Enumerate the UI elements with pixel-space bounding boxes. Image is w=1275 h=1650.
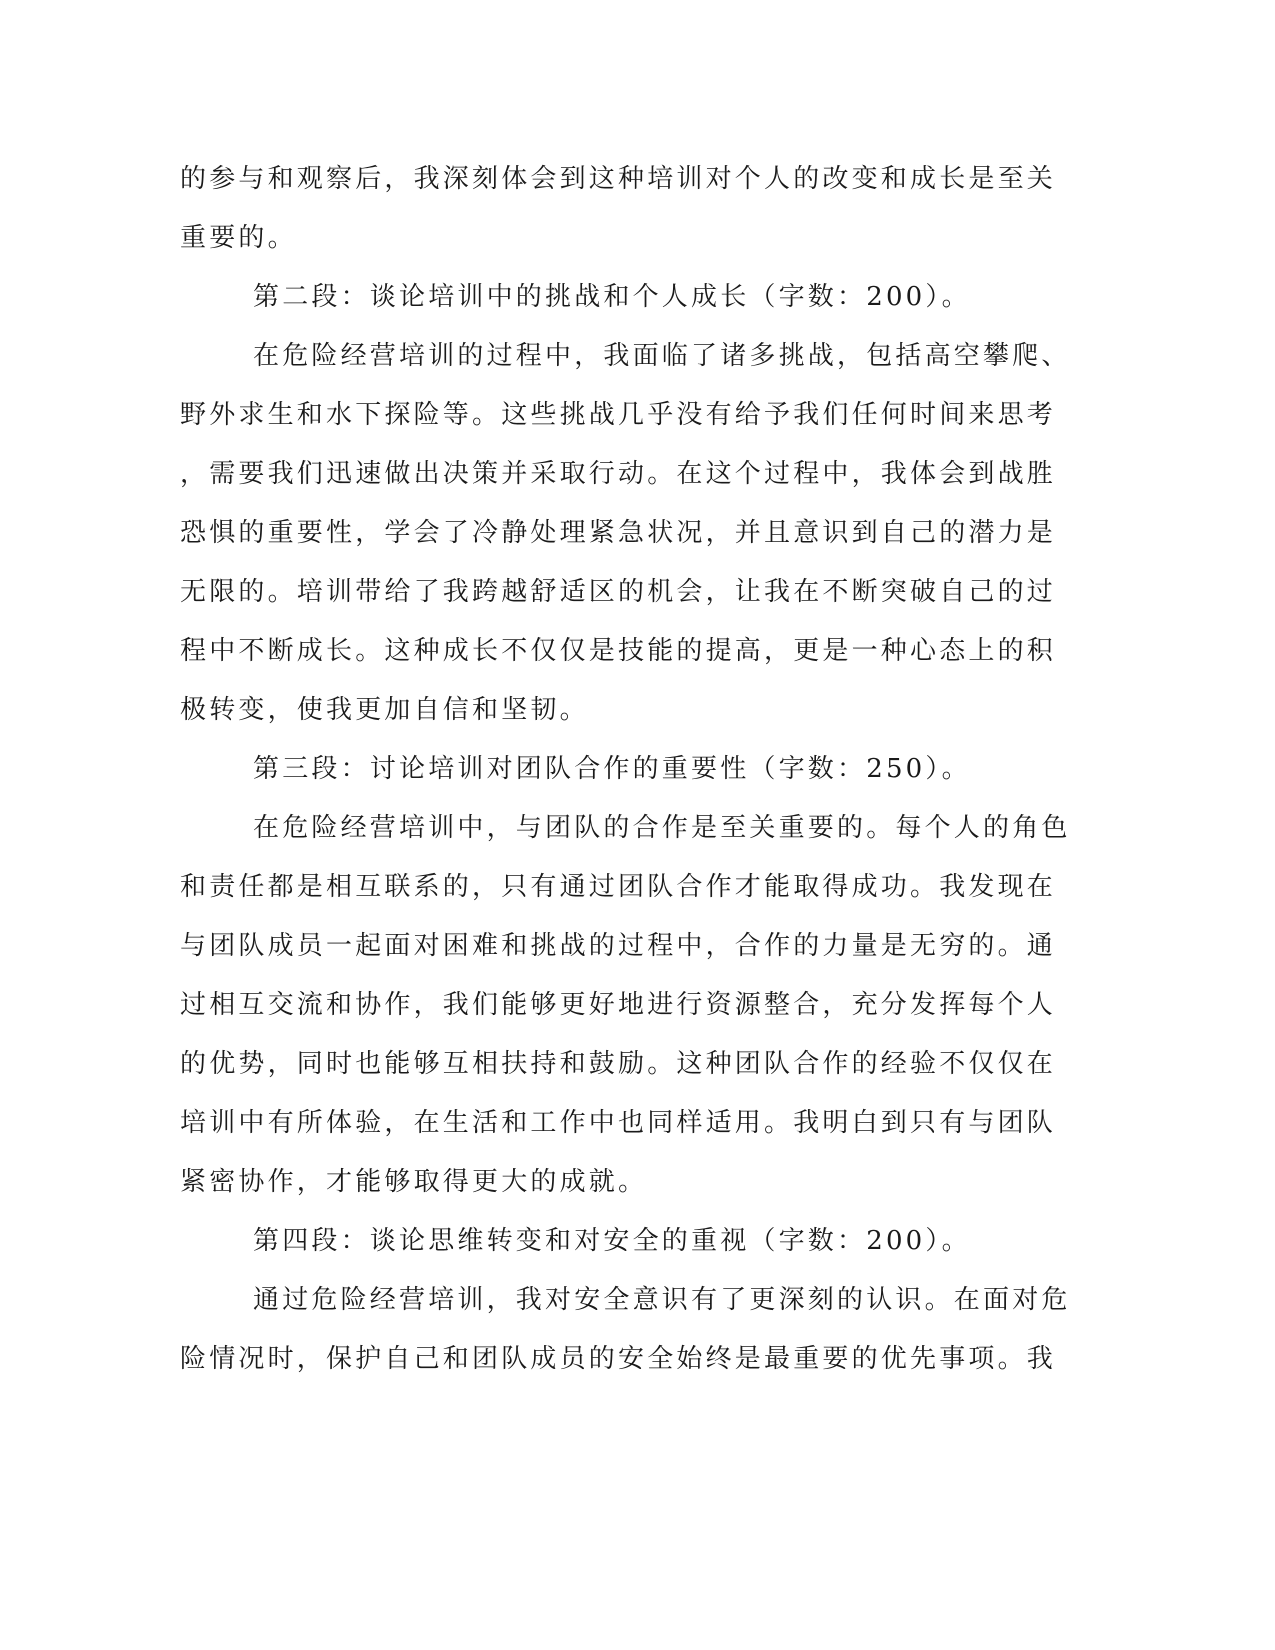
text-line: 无限的。培训带给了我跨越舒适区的机会，让我在不断突破自己的过 [180, 577, 1057, 607]
paragraph-first-line: 在危险经营培训中，与团队的合作是至关重要的。每个人的角色 [253, 813, 1071, 843]
paragraph-first-line: 通过危险经营培训，我对安全意识有了更深刻的认识。在面对危 [253, 1285, 1071, 1315]
text-line: 与团队成员一起面对困难和挑战的过程中，合作的力量是无穷的。通 [180, 931, 1057, 961]
text-line: 培训中有所体验，在生活和工作中也同样适用。我明白到只有与团队 [180, 1108, 1057, 1138]
text-line: 恐惧的重要性，学会了冷静处理紧急状况，并且意识到自己的潜力是 [180, 518, 1057, 548]
paragraph-first-line: 在危险经营培训的过程中，我面临了诸多挑战，包括高空攀爬、 [253, 341, 1071, 371]
section-heading: 第二段：谈论培训中的挑战和个人成长（字数：200）。 [253, 282, 971, 312]
text-line: 过相互交流和协作，我们能够更好地进行资源整合，充分发挥每个人 [180, 990, 1057, 1020]
text-line: ，需要我们迅速做出决策并采取行动。在这个过程中，我体会到战胜 [180, 459, 1057, 489]
section-heading: 第三段：讨论培训对团队合作的重要性（字数：250）。 [253, 754, 971, 784]
text-line: 的参与和观察后，我深刻体会到这种培训对个人的改变和成长是至关 [180, 164, 1057, 194]
document-body [180, 150, 1071, 1389]
text-line: 的优势，同时也能够互相扶持和鼓励。这种团队合作的经验不仅仅在 [180, 1049, 1057, 1079]
text-line: 和责任都是相互联系的，只有通过团队合作才能取得成功。我发现在 [180, 872, 1057, 902]
text-line: 险情况时，保护自己和团队成员的安全始终是最重要的优先事项。我 [180, 1344, 1057, 1374]
text-line: 野外求生和水下探险等。这些挑战几乎没有给予我们任何时间来思考 [180, 400, 1057, 430]
text-line: 紧密协作，才能够取得更大的成就。 [180, 1167, 648, 1197]
text-line: 极转变，使我更加自信和坚韧。 [180, 695, 589, 725]
text-line: 程中不断成长。这种成长不仅仅是技能的提高，更是一种心态上的积 [180, 636, 1057, 666]
section-heading: 第四段：谈论思维转变和对安全的重视（字数：200）。 [253, 1226, 971, 1256]
text-line: 重要的。 [180, 223, 297, 253]
